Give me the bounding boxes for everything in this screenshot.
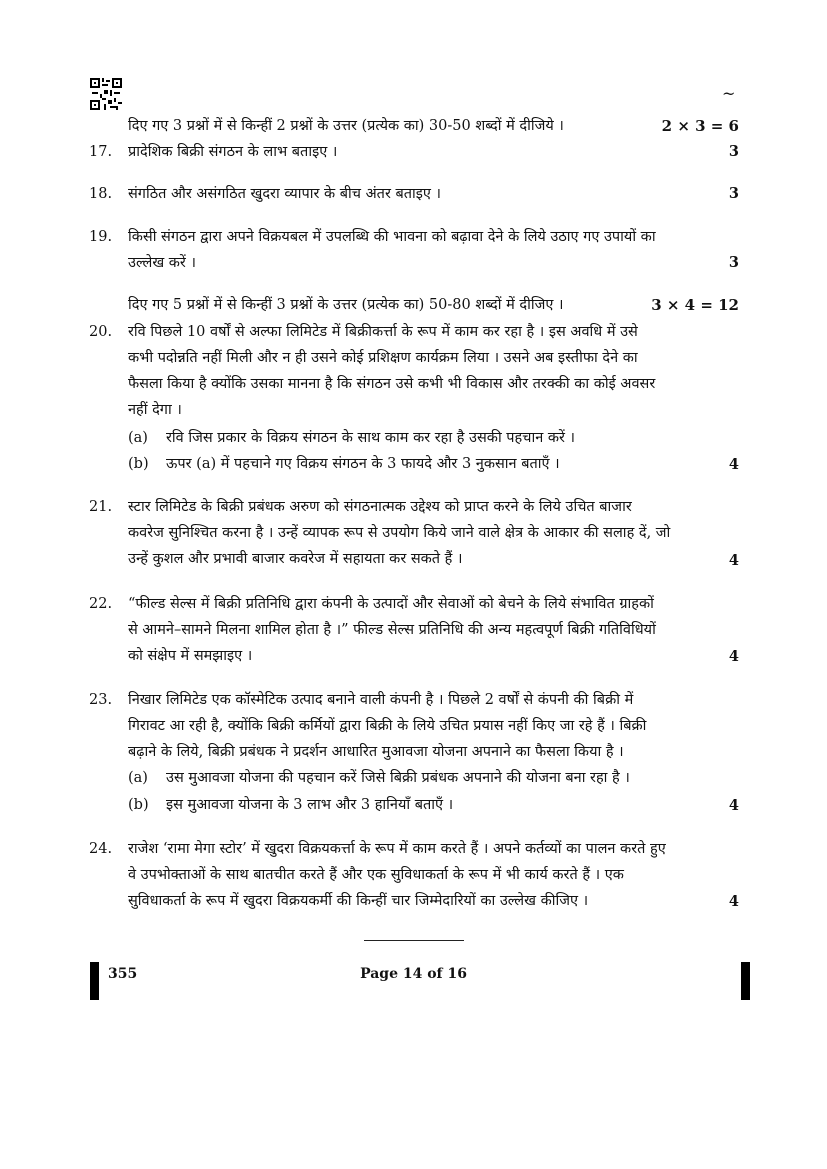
subpart-label: (b) <box>128 797 149 813</box>
subpart-label: (b) <box>128 456 149 472</box>
section-marks: 2 × 3 = 6 <box>661 117 739 135</box>
question-text: वे उपभोक्ताओं के साथ बातचीत करते हैं और एक सुविधाकर्ता के रूप में भी कार्य करते हैं । एक <box>128 867 624 883</box>
question-marks: 4 <box>728 648 739 665</box>
question-text: कभी पदोन्नति नहीं मिली और न ही उसने कोई प्रशिक्षण कार्यक्रम लिया । उसने अब इस्तीफा देने का <box>128 350 638 366</box>
question-number: 17. <box>89 144 113 160</box>
question-text: को संक्षेप में समझाइए । <box>128 648 253 664</box>
question-text: उन्हें कुशल और प्रभावी बाजार कवरेज में सहायता कर सकते हैं । <box>128 551 463 567</box>
subpart-label: (a) <box>128 770 148 786</box>
subpart-label: (a) <box>128 430 148 446</box>
question-marks: 4 <box>728 552 739 569</box>
paper-code: 355 <box>108 966 138 982</box>
subpart-text: इस मुआवजा योजना के 3 लाभ और 3 हानियाँ बताएँ । <box>166 797 454 813</box>
question-marks: 4 <box>728 456 739 473</box>
question-text: उल्लेख करें । <box>128 255 196 271</box>
question-marks: 3 <box>728 185 739 202</box>
question-text: निखार लिमिटेड एक कॉस्मेटिक उत्पाद बनाने वाली कंपनी है । पिछले 2 वर्षों से कंपनी की बिक्री में <box>128 692 634 708</box>
question-text: गिरावट आ रही है, क्योंकि बिक्री कर्मियों द्वारा बिक्री के लिये उचित प्रयास नहीं किए जा रहे हैं । बिक्री <box>128 718 647 734</box>
question-text: रवि पिछले 10 वर्षों से अल्फा लिमिटेड में बिक्रीकर्त्ता के रूप में काम कर रहा है । इस अवधि में उसे <box>128 324 638 340</box>
question-marks: 4 <box>728 893 739 910</box>
header-tilde: ~ <box>722 84 736 103</box>
question-text: प्रादेशिक बिक्री संगठन के लाभ बताइए । <box>128 144 338 160</box>
question-marks: 4 <box>728 797 739 814</box>
section-instruction: दिए गए 3 प्रश्नों में से किन्हीं 2 प्रश्नों के उत्तर (प्रत्येक का) 30-50 शब्दों में दीजिये । <box>128 118 564 134</box>
question-text: राजेश ‘रामा मेगा स्टोर’ में खुदरा विक्रयकर्त्ता के रूप में काम करते हैं । अपने कर्तव्यों का पालन करते हुए <box>128 841 666 857</box>
question-text: सुविधाकर्ता के रूप में खुदरा विक्रयकर्मी की किन्हीं चार जिम्मेदारियों का उल्लेख कीजिए । <box>128 893 589 909</box>
question-number: 23. <box>89 692 113 708</box>
question-text: स्टार लिमिटेड के बिक्री प्रबंधक अरुण को संगठनात्मक उद्देश्य को प्राप्त करने के लिये उचित बाजार <box>128 499 632 515</box>
question-marks: 3 <box>728 254 739 271</box>
question-text: “फील्ड सेल्स में बिक्री प्रतिनिधि द्वारा कंपनी के उत्पादों और सेवाओं को बेचने के लिये संभावित ग्राहकों <box>128 596 654 612</box>
question-marks: 3 <box>728 143 739 160</box>
section-marks: 3 × 4 = 12 <box>651 296 739 314</box>
question-text: से आमने–सामने मिलना शामिल होता है ।” फील्ड सेल्स प्रतिनिधि की अन्य महत्वपूर्ण बिक्री गतिविधियों <box>128 622 656 638</box>
section-instruction: दिए गए 5 प्रश्नों में से किन्हीं 3 प्रश्नों के उत्तर (प्रत्येक का) 50-80 शब्दों में दीजिए । <box>128 297 564 313</box>
subpart-text: ऊपर (a) में पहचाने गए विक्रय संगठन के 3 फायदे और 3 नुकसान बताएँ । <box>166 456 560 472</box>
question-number: 22. <box>89 596 113 612</box>
question-text: बढ़ाने के लिये, बिक्री प्रबंधक ने प्रदर्शन आधारित मुआवजा योजना अपनाने का फैसला किया है । <box>128 744 624 760</box>
question-text: नहीं देगा । <box>128 402 182 418</box>
question-text: फैसला किया है क्योंकि उसका मानना है कि संगठन उसे कभी भी विकास और तरक्की का कोई अवसर <box>128 376 656 392</box>
question-text: कवरेज सुनिश्चित करना है । उन्हें व्यापक रूप से उपयोग किये जाने वाले क्षेत्र के आकार की सलाह दें, जो <box>128 525 671 541</box>
subpart-text: रवि जिस प्रकार के विक्रय संगठन के साथ काम कर रहा है उसकी पहचान करें । <box>166 430 576 446</box>
footer-divider <box>364 940 464 941</box>
question-text: संगठित और असंगठित खुदरा व्यापार के बीच अंतर बताइए । <box>128 186 442 202</box>
question-number: 18. <box>89 186 113 202</box>
question-number: 20. <box>89 324 113 340</box>
qr-code-icon <box>90 78 122 110</box>
question-text: किसी संगठन द्वारा अपने विक्रयबल में उपलब्धि की भावना को बढ़ावा देने के लिये उठाए गए उपायों का <box>128 229 656 245</box>
question-number: 21. <box>89 499 113 515</box>
question-number: 19. <box>89 229 113 245</box>
subpart-text: उस मुआवजा योजना की पहचान करें जिसे बिक्री प्रबंधक अपनाने की योजना बना रहा है । <box>166 770 630 786</box>
page-number: Page 14 of 16 <box>360 966 467 982</box>
question-number: 24. <box>89 841 113 857</box>
